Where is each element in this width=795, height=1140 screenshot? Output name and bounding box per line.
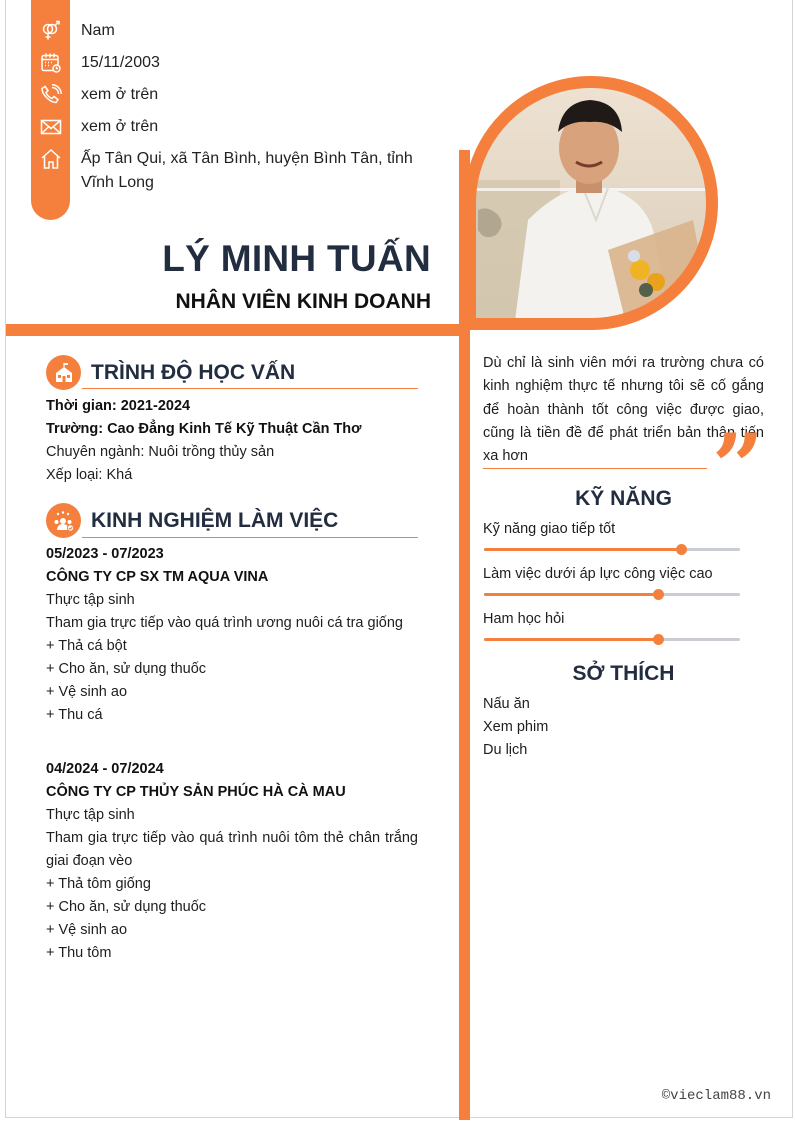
- skill-knob: [653, 634, 664, 645]
- profile-photo: [458, 70, 724, 336]
- experience-title: KINH NGHIỆM LÀM VIỆC: [91, 508, 339, 532]
- job-2-task: + Thả tôm giống: [46, 876, 151, 892]
- hobby-item: Nấu ăn: [483, 696, 530, 712]
- contact-gender-value: Nam: [81, 22, 115, 39]
- skill-label: Ham học hỏi: [483, 611, 565, 627]
- experience-rule: [82, 537, 418, 538]
- quote-mark-icon: ”: [712, 414, 764, 520]
- summary-rule: [483, 468, 707, 469]
- job-2-task: + Cho ăn, sử dụng thuốc: [46, 899, 207, 915]
- education-rank: Xếp loại: Khá: [46, 467, 133, 483]
- phone-icon: [40, 84, 62, 106]
- job-1-task: + Cho ăn, sử dụng thuốc: [46, 661, 207, 677]
- hobbies-title: SỞ THÍCH: [572, 662, 675, 685]
- home-icon: [40, 148, 62, 170]
- skill-label: Làm việc dưới áp lực công việc cao: [483, 566, 713, 582]
- job-2-company: CÔNG TY CP THỦY SẢN PHÚC HÀ CÀ MAU: [46, 784, 346, 800]
- contact-address: [40, 148, 420, 191]
- skill-label: Kỹ năng giao tiếp tốt: [483, 521, 616, 537]
- career-summary: Dù chỉ là sinh viên mới ra trường chưa có kinh nghiệm thực tế nhưng tôi sẽ cố gắng để hoàn thành tốt công việc được giao, cũng là tiền đề để phát triển bản thân tiến xa hơn: [483, 355, 764, 465]
- job-1-period: 05/2023 - 07/2023: [46, 546, 164, 562]
- skill-knob: [653, 589, 664, 600]
- candidate-position: NHÂN VIÊN KINH DOANH: [175, 290, 431, 313]
- job-1-description: Tham gia trực tiếp vào quá trình ương nuôi cá tra giống: [46, 615, 403, 631]
- experience-heading: [46, 503, 338, 538]
- job-1-task: + Vệ sinh ao: [46, 684, 128, 700]
- mail-icon: [40, 116, 62, 138]
- calendar-icon: [40, 52, 62, 74]
- contact-address-value: Ấp Tân Qui, xã Tân Bình, huyện Bình Tân, tỉnh Vĩnh Long: [81, 150, 413, 191]
- contact-phone: [40, 84, 420, 106]
- skills-title: KỸ NĂNG: [575, 487, 672, 510]
- job-2-period: 04/2024 - 07/2024: [46, 761, 164, 777]
- footer-watermark: ©vieclam88.vn: [661, 1088, 771, 1104]
- job-2-description: Tham gia trực tiếp vào quá trình nuôi tôm thẻ chân trắng giai đoạn vèo: [46, 830, 418, 869]
- candidate-name: LÝ MINH TUẤN: [162, 238, 431, 279]
- education-title: TRÌNH ĐỘ HỌC VẤN: [91, 360, 296, 384]
- contact-email-value: xem ở trên: [81, 118, 159, 135]
- education-rule: [82, 388, 418, 389]
- horizontal-band: [6, 324, 466, 336]
- job-1-role: Thực tập sinh: [46, 592, 135, 608]
- job-1-task: + Thả cá bột: [46, 638, 127, 654]
- job-2-task: + Thu tôm: [46, 945, 112, 961]
- education-heading: [46, 355, 295, 390]
- skill-bar: [484, 548, 740, 551]
- team-star-icon: [46, 503, 81, 538]
- contact-gender: [40, 20, 420, 42]
- job-1-company: CÔNG TY CP SX TM AQUA VINA: [46, 569, 269, 585]
- hobby-item: Xem phim: [483, 719, 549, 735]
- contact-phone-value: xem ở trên: [81, 86, 159, 103]
- contact-email: [40, 116, 420, 138]
- gender-icon: [40, 20, 62, 42]
- job-2-role: Thực tập sinh: [46, 807, 135, 823]
- contact-birthday-value: 15/11/2003: [81, 54, 160, 71]
- hobby-item: Du lịch: [483, 742, 528, 758]
- education-major: Chuyên ngành: Nuôi trồng thủy sản: [46, 444, 275, 460]
- job-1-task: + Thu cá: [46, 707, 103, 723]
- contact-birthday: [40, 52, 420, 74]
- education-time: Thời gian: 2021-2024: [46, 398, 191, 414]
- job-2-task: + Vệ sinh ao: [46, 922, 128, 938]
- school-icon: [46, 355, 81, 390]
- skill-bar: [484, 638, 740, 641]
- education-school: Trường: Cao Đẳng Kinh Tế Kỹ Thuật Cần Thơ: [46, 421, 362, 437]
- skill-bar: [484, 593, 740, 596]
